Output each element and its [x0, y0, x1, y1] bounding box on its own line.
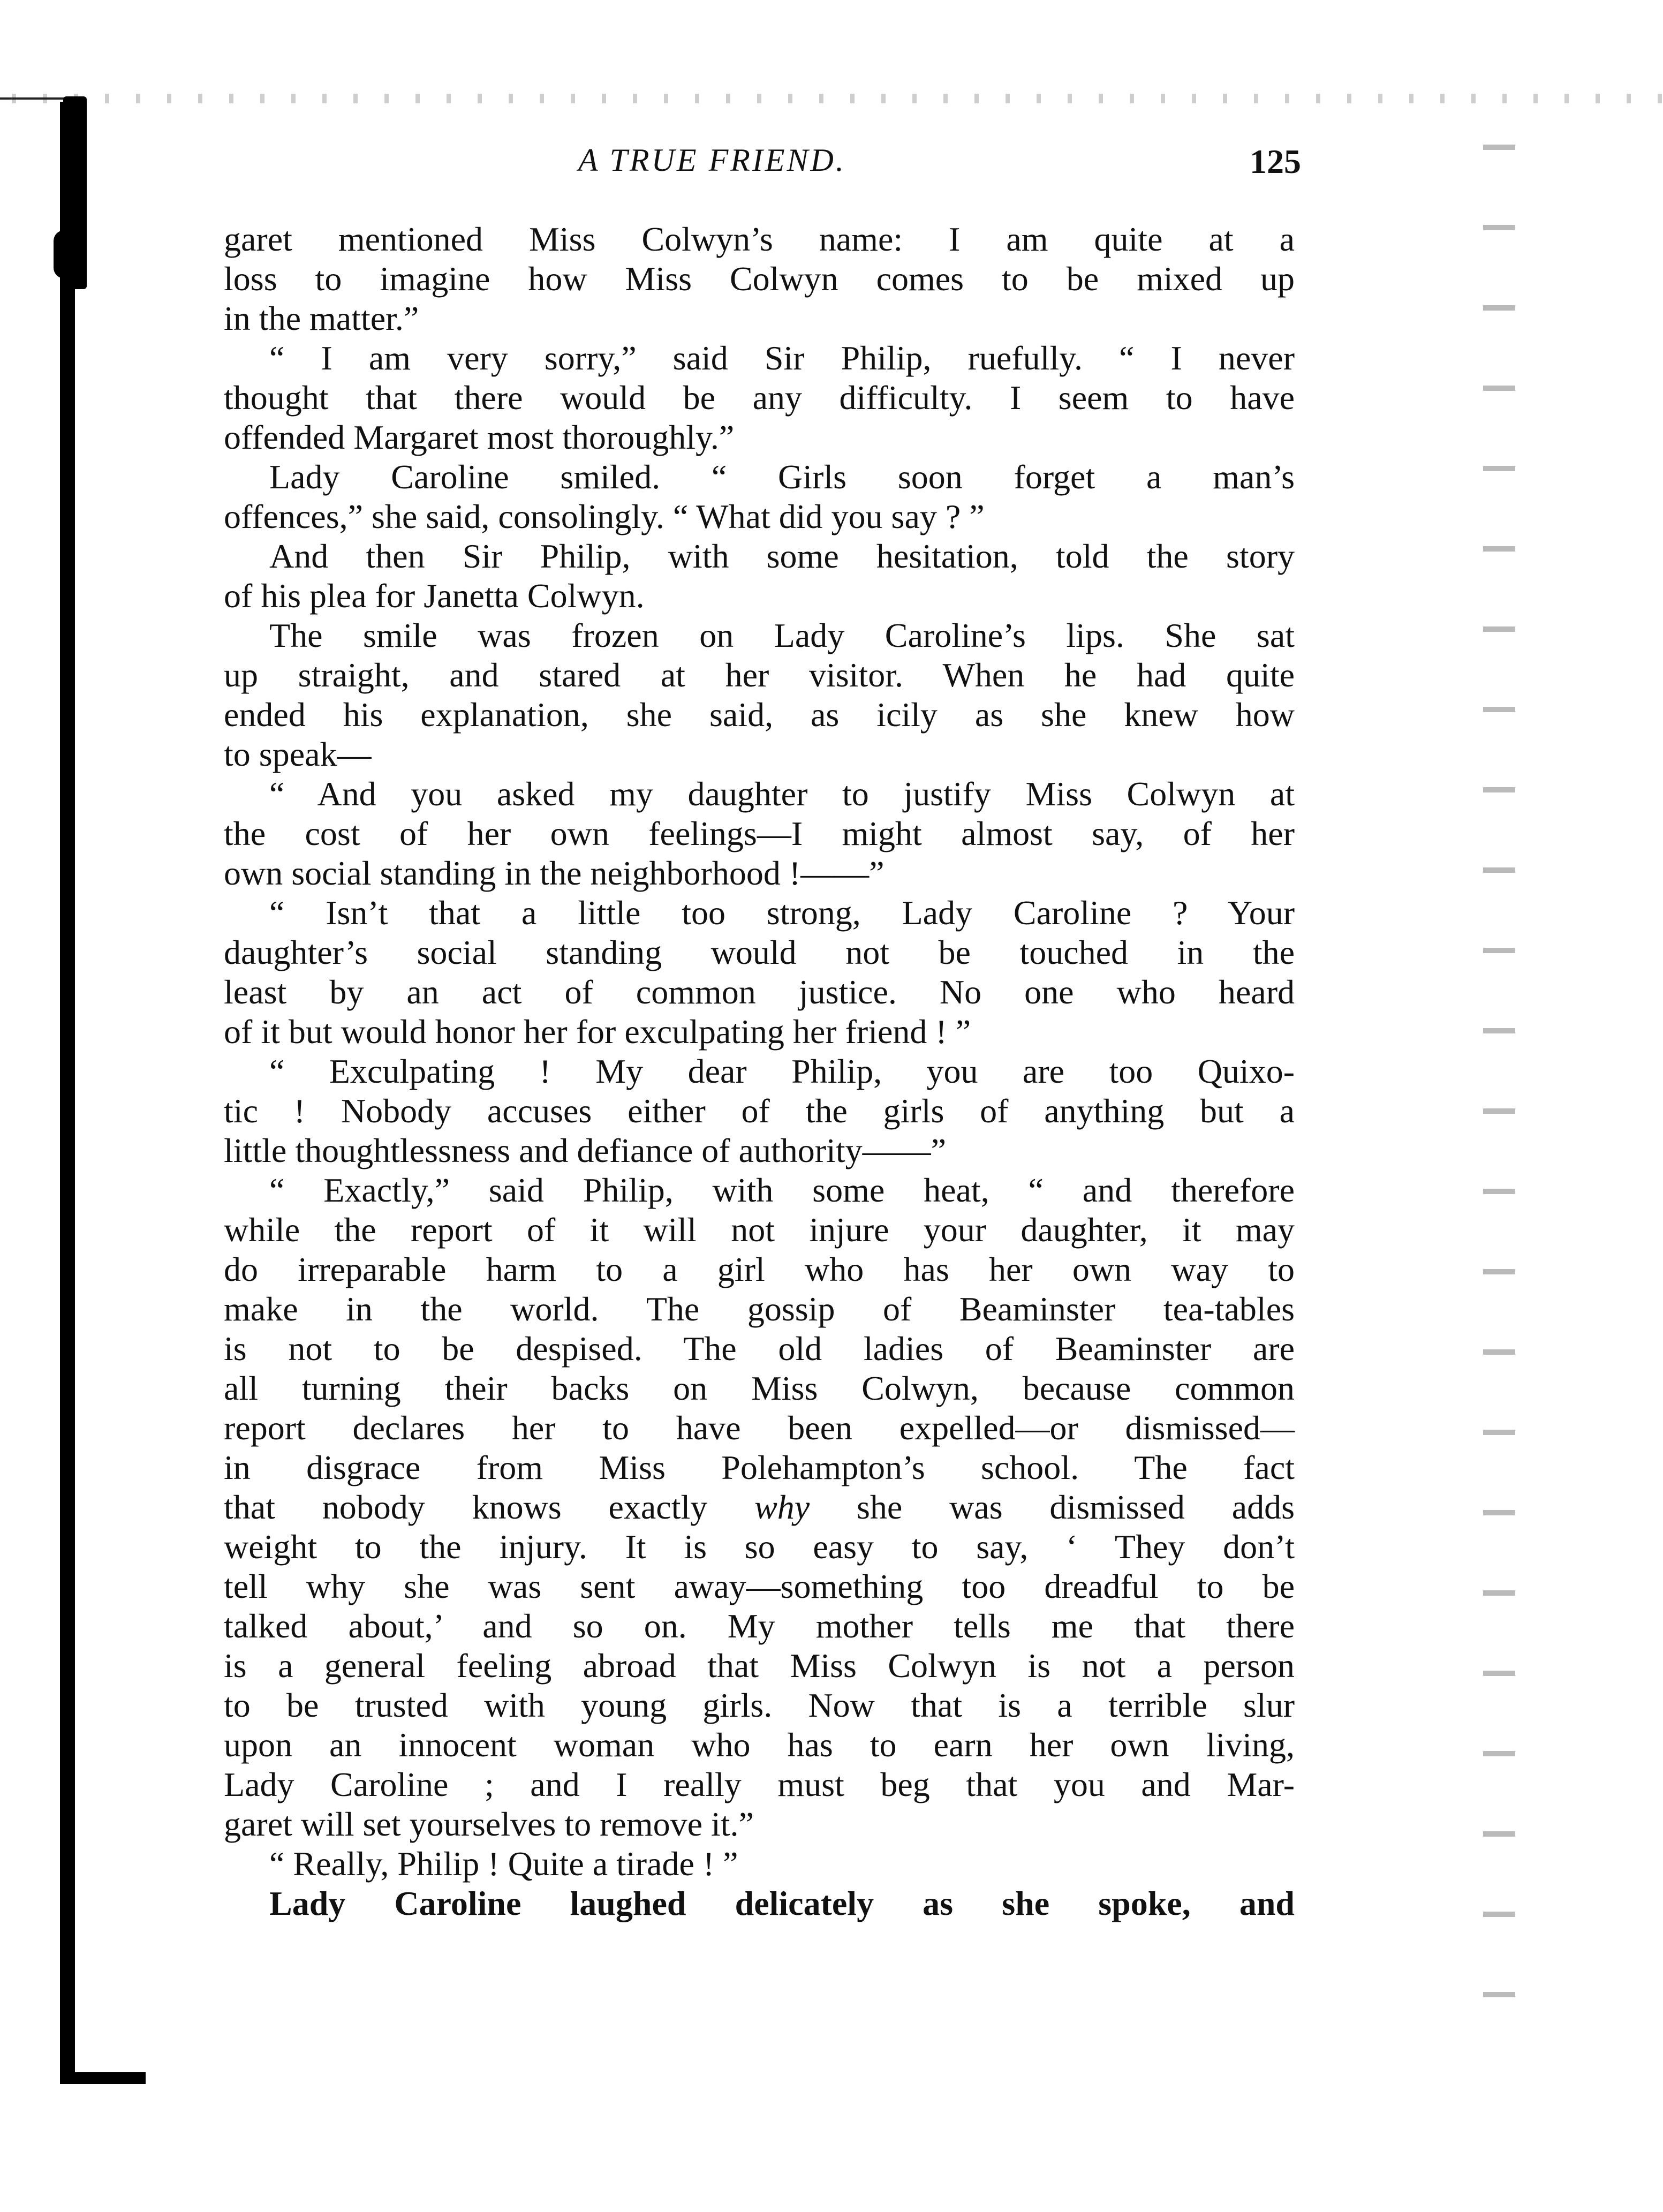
text-line: up straight, and stared at her visitor. When he had quite	[224, 656, 1295, 694]
text-line: Lady Caroline ; and I really must beg that you and Mar-	[224, 1765, 1295, 1803]
scan-noise-right-edge	[1483, 107, 1515, 2035]
scan-rule-top-left	[0, 97, 64, 100]
text-line: offences,” she said, consolingly. “ What did you say ? ”	[224, 497, 985, 535]
text-line: least by an act of common justice. No one who heard	[224, 973, 1295, 1011]
text-line: weight to the injury. It is so easy to say, ‘ They don’t	[224, 1528, 1295, 1566]
text-line: The smile was frozen on Lady Caroline’s lips. She sat	[269, 616, 1295, 654]
text-line: is not to be despised. The old ladies of Beaminster are	[224, 1330, 1295, 1368]
text-line: own social standing in the neighborhood !——”	[224, 854, 885, 892]
page-number: 125	[1250, 142, 1301, 180]
body-text	[224, 220, 1295, 1923]
text-line: report declares her to have been expelled—or dismissed—	[224, 1409, 1295, 1447]
text-line: loss to imagine how Miss Colwyn comes to be mixed up	[224, 260, 1295, 298]
text-line: all turning their backs on Miss Colwyn, because common	[224, 1369, 1295, 1407]
text-line: “ Really, Philip ! Quite a tirade ! ”	[269, 1845, 738, 1883]
text-line: do irreparable harm to a girl who has her own way to	[224, 1250, 1295, 1288]
text-line: garet will set yourselves to remove it.”	[224, 1805, 754, 1843]
text-line: “ Exactly,” said Philip, with some heat, “ and therefore	[269, 1171, 1295, 1209]
text-line: of his plea for Janetta Colwyn.	[224, 577, 645, 615]
text-line: is a general feeling abroad that Miss Colwyn is not a person	[224, 1647, 1295, 1685]
text-line: to be trusted with young girls. Now that is a terrible slur	[224, 1686, 1295, 1724]
text-line: that nobody knows exactly why she was dismissed adds	[224, 1488, 1295, 1526]
binding-shadow	[60, 102, 75, 2083]
text-line: “ I am very sorry,” said Sir Philip, ruefully. “ I never	[269, 339, 1295, 377]
text-line: to speak—	[224, 735, 372, 773]
text-line: of it but would honor her for exculpating her friend ! ”	[224, 1013, 971, 1051]
text-line: the cost of her own feelings—I might almost say, of her	[224, 814, 1295, 852]
text-line: little thoughtlessness and defiance of authority——”	[224, 1131, 946, 1169]
scan-noise-top	[0, 94, 1663, 103]
text-line: in disgrace from Miss Polehampton’s school. The fact	[224, 1448, 1295, 1486]
text-line: upon an innocent woman who has to earn her own living,	[224, 1726, 1295, 1764]
text-line: while the report of it will not injure your daughter, it may	[224, 1211, 1295, 1249]
running-header	[220, 142, 1301, 190]
text-line: talked about,’ and so on. My mother tells me that there	[224, 1607, 1295, 1645]
text-line: “ Isn’t that a little too strong, Lady Caroline ? Your	[269, 894, 1295, 932]
text-line: Lady Caroline smiled. “ Girls soon forget a man’s	[269, 458, 1295, 496]
text-line: thought that there would be any difficulty. I seem to have	[224, 379, 1295, 417]
text-line: tic ! Nobody accuses either of the girls of anything but a	[224, 1092, 1295, 1130]
text-line: “ Exculpating ! My dear Philip, you are too Quixo-	[269, 1052, 1295, 1090]
text-line: in the matter.”	[224, 299, 419, 337]
text-line: “ And you asked my daughter to justify Miss Colwyn at	[269, 775, 1295, 813]
binding-shadow-notch	[54, 230, 86, 278]
running-title: A TRUE FRIEND.	[578, 142, 846, 178]
text-line: tell why she was sent away—something too dreadful to be	[224, 1567, 1295, 1605]
text-line: ended his explanation, she said, as icily as she knew how	[224, 696, 1295, 734]
text-line: offended Margaret most thoroughly.”	[224, 418, 735, 456]
text-line: And then Sir Philip, with some hesitation, told the story	[269, 537, 1295, 575]
text-line: daughter’s social standing would not be touched in the	[224, 933, 1295, 971]
text-line: make in the world. The gossip of Beaminster tea-tables	[224, 1290, 1295, 1328]
text-line: Lady Caroline laughed delicately as she spoke, and	[269, 1884, 1295, 1922]
text-line: garet mentioned Miss Colwyn’s name: I am quite at a	[224, 220, 1295, 258]
binding-shadow-foot	[60, 2072, 146, 2084]
